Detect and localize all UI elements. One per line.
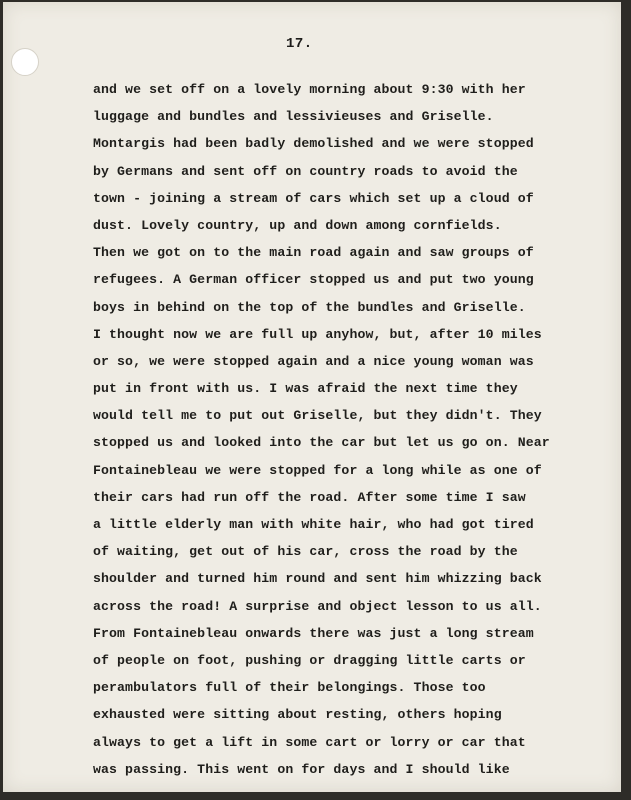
text-line: From Fontainebleau onwards there was just a long stream: [93, 625, 534, 641]
text-line: their cars had run off the road. After some time I saw: [93, 489, 526, 505]
text-line: of people on foot, pushing or dragging little carts or: [93, 652, 526, 668]
page-number: 17.: [286, 36, 313, 52]
typewritten-page: [3, 2, 621, 792]
punch-hole: [11, 48, 39, 76]
text-line: a little elderly man with white hair, who had got tired: [93, 517, 534, 532]
text-line: shoulder and turned him round and sent him whizzing back: [93, 571, 542, 587]
text-line: Then we got on to the main road again and saw groups of: [93, 245, 534, 261]
text-line: town - joining a stream of cars which set up a cloud of: [93, 190, 534, 206]
text-line: and we set off on a lovely morning about 9:30 with her: [93, 82, 526, 97]
text-line: of waiting, get out of his car, cross the road by the: [93, 544, 518, 560]
text-line: perambulators full of their belongings. Those too: [93, 680, 486, 696]
text-line: Montargis had been badly demolished and we were stopped: [93, 136, 534, 152]
text-line: exhausted were sitting about resting, others hoping: [93, 707, 502, 723]
text-line: always to get a lift in some cart or lorry or car that: [93, 734, 526, 750]
text-line: was passing. This went on for days and I should like: [93, 761, 510, 777]
text-line: Fontainebleau we were stopped for a long while as one of: [93, 462, 542, 478]
text-line: would tell me to put out Griselle, but they didn't. They: [93, 408, 542, 424]
text-line: stopped us and looked into the car but let us go on. Near: [93, 435, 550, 451]
text-line: or so, we were stopped again and a nice young woman was: [93, 353, 534, 369]
text-line: by Germans and sent off on country roads to avoid the: [93, 163, 518, 179]
text-line: boys in behind on the top of the bundles and Griselle.: [93, 299, 526, 315]
body-text: [93, 76, 613, 783]
text-line: across the road! A surprise and object lesson to us all.: [93, 598, 542, 614]
text-line: luggage and bundles and lessivieuses and Griselle.: [93, 109, 494, 125]
text-line: refugees. A German officer stopped us and put two young: [93, 272, 534, 288]
text-line: dust. Lovely country, up and down among cornfields.: [93, 217, 502, 233]
text-line: I thought now we are full up anyhow, but, after 10 miles: [93, 326, 542, 342]
text-line: put in front with us. I was afraid the next time they: [93, 381, 518, 397]
